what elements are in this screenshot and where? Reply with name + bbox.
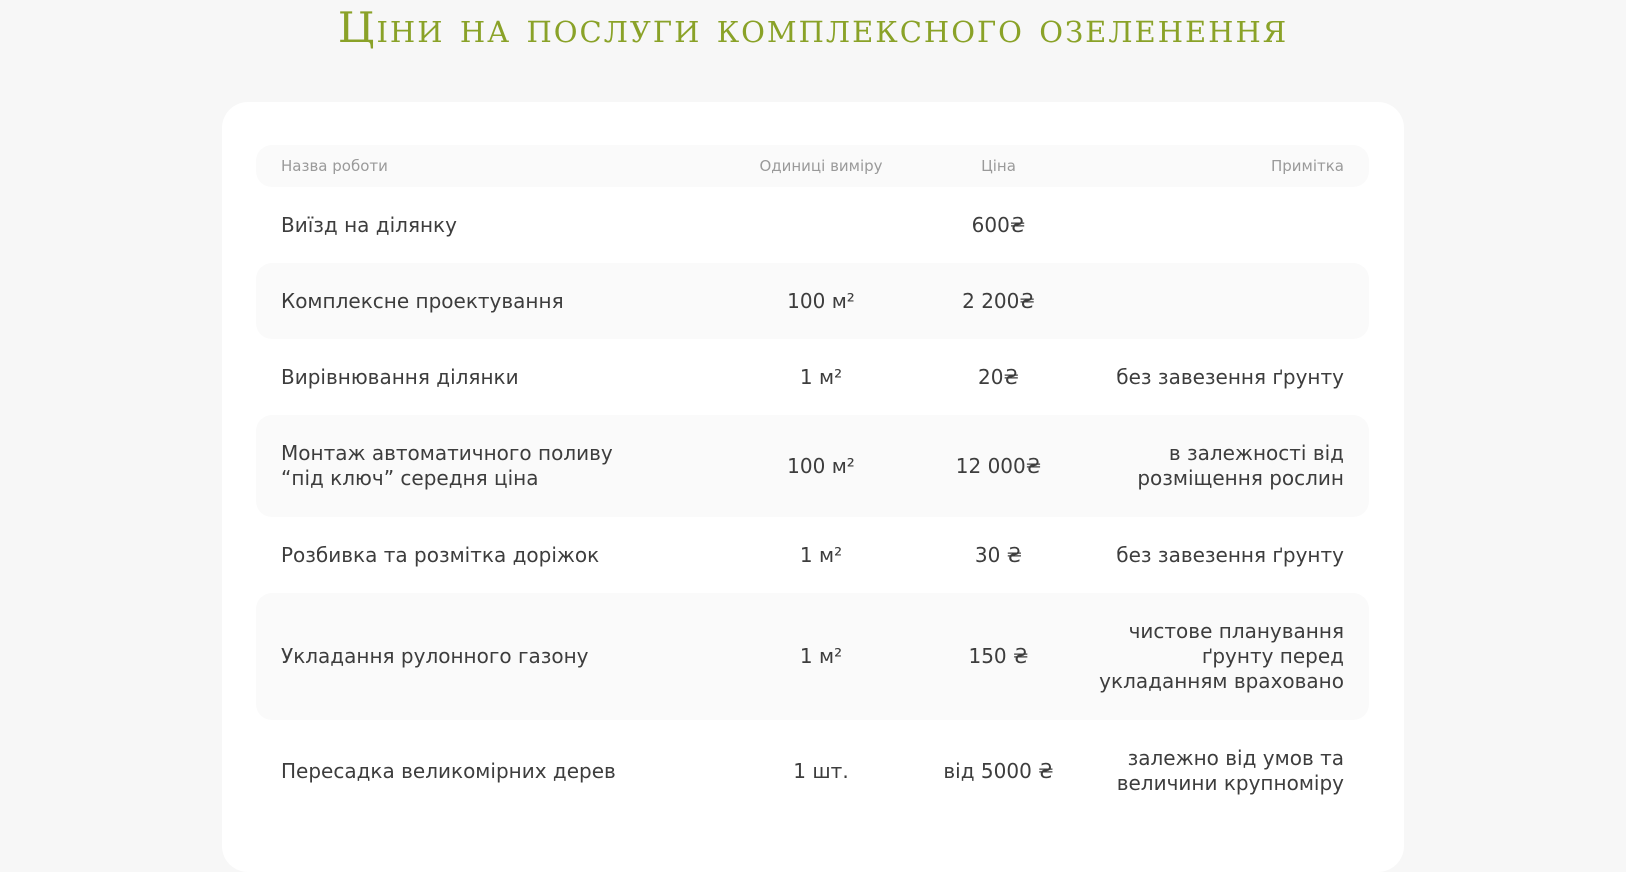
table-row [256,263,1369,339]
table-row [256,720,1369,822]
price-card [222,102,1404,872]
row-unit: 1 шт. [793,758,849,783]
table-header-row [256,145,1369,187]
header-price: Ціна [981,157,1016,175]
row-unit: 100 м² [787,453,855,478]
table-row [256,415,1369,517]
row-unit: 1 м² [799,364,843,389]
row-price: 12 000₴ [955,453,1042,478]
row-note: в залежності від розміщення рослин [1137,441,1344,490]
row-note: без завезення ґрунту [1116,542,1344,567]
row-unit: 100 м² [787,288,855,313]
row-name: Укладання рулонного газону [281,644,589,668]
header-note: Примітка [1270,157,1344,175]
row-unit: 1 м² [799,644,843,668]
row-name: Монтаж автоматичного поливу “під ключ” середня ціна [281,441,613,490]
row-name: Виїзд на ділянку [281,212,457,237]
row-price: 150 ₴ [968,644,1029,668]
table-row [256,593,1369,720]
header-name: Назва роботи [281,157,388,175]
row-price: 20₴ [978,364,1019,389]
table-row [256,187,1369,263]
price-table [256,145,1369,822]
page-title: Ціни на послуги комплексного озеленення [337,3,1289,52]
row-price: 30 ₴ [974,542,1023,567]
row-note: без завезення ґрунту [1116,364,1344,389]
header-unit: Одиниці виміру [759,157,883,175]
row-name: Пересадка великомірних дерев [281,758,616,783]
row-price: 2 200₴ [962,288,1035,313]
row-price: 600₴ [971,212,1026,237]
row-note: чистове планування ґрунту перед укладанням враховано [1099,619,1344,693]
row-unit: 1 м² [799,542,843,567]
table-row [256,517,1369,593]
row-price: від 5000 ₴ [943,758,1054,783]
row-name: Розбивка та розмітка доріжок [281,542,600,567]
row-name: Вирівнювання ділянки [281,364,519,389]
row-note: залежно від умов та величини крупноміру [1116,746,1344,795]
table-row [256,339,1369,415]
row-name: Комплексне проектування [281,288,564,313]
